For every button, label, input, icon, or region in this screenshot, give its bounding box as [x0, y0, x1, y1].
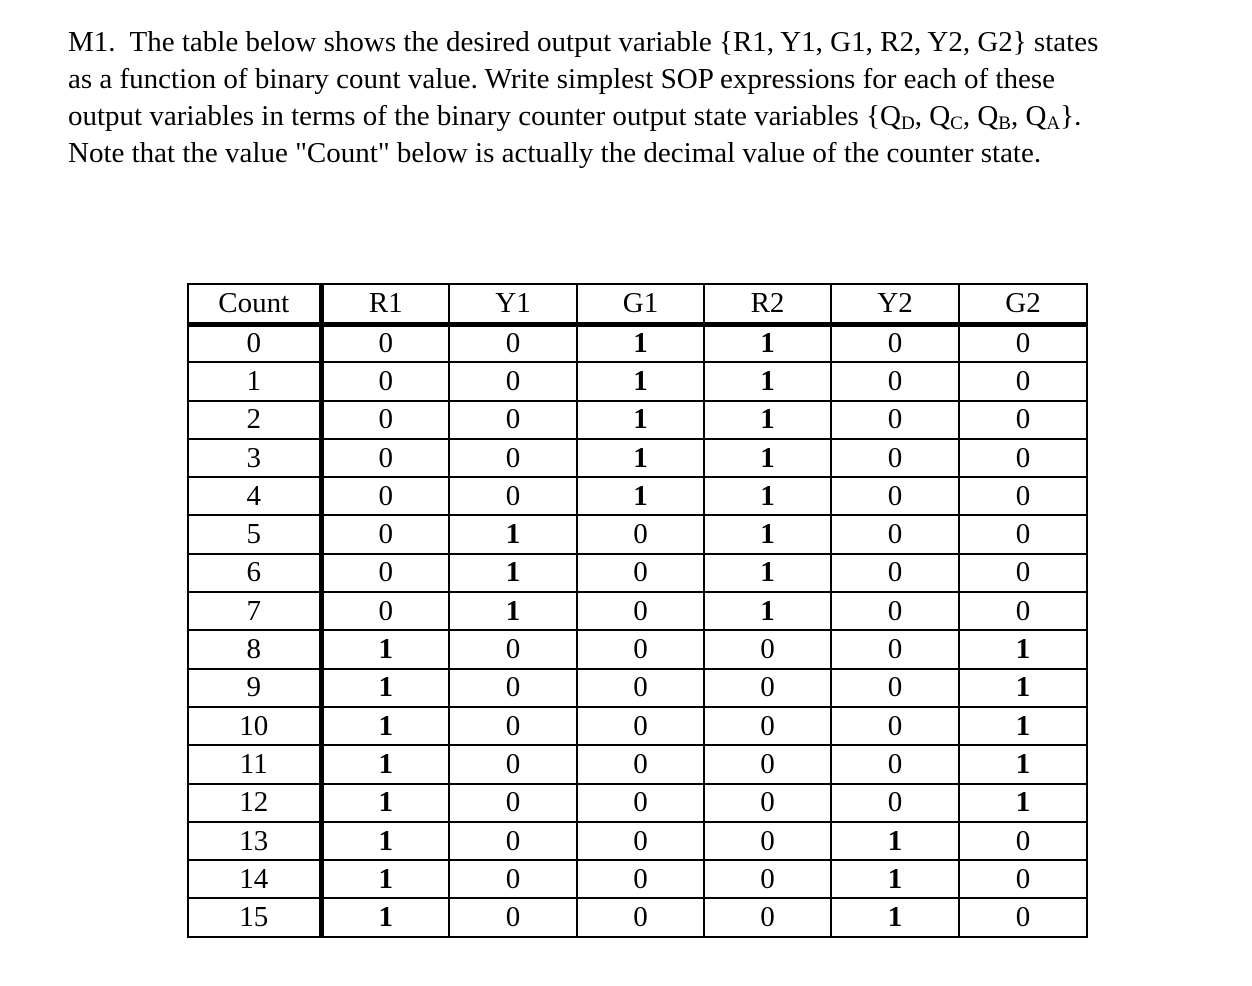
count-cell: 0 [188, 324, 321, 362]
table-row [188, 515, 1087, 553]
count-cell: 12 [188, 784, 321, 822]
output-cell-g1: 0 [577, 707, 704, 745]
count-cell: 15 [188, 898, 321, 936]
output-cell-r1: 0 [321, 362, 449, 400]
count-cell: 9 [188, 669, 321, 707]
output-cell-g1: 1 [577, 401, 704, 439]
table-row [188, 707, 1087, 745]
column-header-y2: Y2 [831, 284, 959, 324]
output-cell-r2: 0 [704, 898, 831, 936]
problem-line-3: output variables in terms of the binary counter output state variables {$Q_D$, $Q_C$, $Q_B$, $Q_A$}. [68, 100, 1082, 134]
output-cell-r2: 1 [704, 515, 831, 553]
output-cell-y1: 0 [449, 822, 577, 860]
count-cell: 10 [188, 707, 321, 745]
table-body [188, 324, 1087, 937]
output-cell-y2: 0 [831, 707, 959, 745]
output-cell-y2: 0 [831, 784, 959, 822]
problem-line-2: as a function of binary count value. Write simplest SOP expressions for each of these [68, 63, 1056, 95]
output-cell-y1: 0 [449, 362, 577, 400]
output-cell-r2: 1 [704, 362, 831, 400]
output-cell-g1: 0 [577, 860, 704, 898]
count-cell: 8 [188, 630, 321, 668]
output-cell-g2: 0 [959, 554, 1087, 592]
table-row [188, 822, 1087, 860]
problem-line-1 [68, 24, 1238, 61]
output-cell-r1: 1 [321, 745, 449, 783]
table-row [188, 898, 1087, 936]
output-cell-r1: 1 [321, 784, 449, 822]
output-cell-g1: 1 [577, 477, 704, 515]
table-header-row [188, 284, 1087, 324]
subscript-c: C [950, 113, 963, 134]
count-cell: 6 [188, 554, 321, 592]
count-cell: 14 [188, 860, 321, 898]
count-cell: 7 [188, 592, 321, 630]
output-cell-g2: 0 [959, 401, 1087, 439]
output-cell-r2: 0 [704, 707, 831, 745]
output-cell-r2: 1 [704, 439, 831, 477]
output-cell-y2: 0 [831, 592, 959, 630]
output-cell-g1: 1 [577, 324, 704, 362]
count-cell: 11 [188, 745, 321, 783]
table-row [188, 324, 1087, 362]
output-cell-r2: 1 [704, 324, 831, 362]
output-cell-y1: 0 [449, 898, 577, 936]
output-cell-g1: 1 [577, 362, 704, 400]
output-cell-r1: 1 [321, 669, 449, 707]
output-cell-y2: 0 [831, 401, 959, 439]
output-cell-r1: 0 [321, 554, 449, 592]
output-cell-g2: 0 [959, 439, 1087, 477]
output-cell-r2: 1 [704, 592, 831, 630]
output-cell-y1: 1 [449, 554, 577, 592]
table-row [188, 669, 1087, 707]
output-cell-r1: 0 [321, 515, 449, 553]
output-cell-g1: 1 [577, 439, 704, 477]
output-cell-g2: 0 [959, 362, 1087, 400]
table-row [188, 630, 1087, 668]
output-cell-r1: 0 [321, 401, 449, 439]
output-cell-y2: 1 [831, 898, 959, 936]
output-cell-y2: 1 [831, 860, 959, 898]
output-cell-g1: 0 [577, 630, 704, 668]
output-cell-y2: 0 [831, 554, 959, 592]
output-cell-r1: 0 [321, 592, 449, 630]
output-cell-g2: 0 [959, 592, 1087, 630]
output-cell-r2: 1 [704, 477, 831, 515]
output-cell-g1: 0 [577, 554, 704, 592]
output-cell-r2: 0 [704, 822, 831, 860]
output-cell-y1: 0 [449, 439, 577, 477]
output-cell-r1: 1 [321, 822, 449, 860]
table-row [188, 860, 1087, 898]
problem-line-1-text: The table below shows the desired output variable {R1, Y1, G1, R2, Y2, G2} states [129, 26, 1099, 58]
output-cell-r2: 0 [704, 860, 831, 898]
count-cell: 1 [188, 362, 321, 400]
output-cell-g1: 0 [577, 592, 704, 630]
output-cell-r2: 0 [704, 669, 831, 707]
count-cell: 3 [188, 439, 321, 477]
output-cell-y1: 0 [449, 745, 577, 783]
output-cell-r1: 1 [321, 707, 449, 745]
table-row [188, 362, 1087, 400]
output-cell-y2: 1 [831, 822, 959, 860]
output-cell-r1: 0 [321, 477, 449, 515]
output-cell-g2: 0 [959, 898, 1087, 936]
output-cell-y1: 0 [449, 707, 577, 745]
output-cell-g1: 0 [577, 898, 704, 936]
output-cell-y1: 1 [449, 515, 577, 553]
column-header-g1: G1 [577, 284, 704, 324]
column-header-r1: R1 [321, 284, 449, 324]
table-row [188, 439, 1087, 477]
output-cell-g2: 0 [959, 515, 1087, 553]
output-cell-y1: 0 [449, 630, 577, 668]
problem-statement [68, 24, 1238, 172]
problem-line-3-text: output variables in terms of the binary counter output state variables {Q [68, 100, 901, 132]
subscript-a: A [1046, 113, 1061, 134]
output-cell-g2: 0 [959, 324, 1087, 362]
output-cell-g1: 0 [577, 745, 704, 783]
output-cell-g2: 0 [959, 860, 1087, 898]
output-cell-g2: 1 [959, 669, 1087, 707]
output-cell-g2: 0 [959, 822, 1087, 860]
column-header-count: Count [188, 284, 321, 324]
output-cell-y1: 0 [449, 669, 577, 707]
output-cell-g1: 0 [577, 784, 704, 822]
output-cell-y1: 1 [449, 592, 577, 630]
output-cell-y1: 0 [449, 401, 577, 439]
output-cell-g1: 0 [577, 515, 704, 553]
output-cell-y2: 0 [831, 439, 959, 477]
output-cell-y2: 0 [831, 669, 959, 707]
output-cell-g1: 0 [577, 669, 704, 707]
subscript-b: B [998, 113, 1011, 134]
table-row [188, 784, 1087, 822]
table-row [188, 745, 1087, 783]
output-cell-g1: 0 [577, 822, 704, 860]
output-cell-r2: 0 [704, 784, 831, 822]
truth-table [187, 283, 1088, 938]
output-cell-r1: 1 [321, 898, 449, 936]
output-cell-r1: 1 [321, 860, 449, 898]
output-cell-r2: 0 [704, 630, 831, 668]
problem-line-3-end: }. [1060, 100, 1082, 132]
output-cell-y2: 0 [831, 630, 959, 668]
count-cell: 13 [188, 822, 321, 860]
output-cell-r2: 1 [704, 401, 831, 439]
column-header-r2: R2 [704, 284, 831, 324]
output-cell-r2: 0 [704, 745, 831, 783]
subscript-d: D [900, 113, 915, 134]
output-cell-r1: 0 [321, 439, 449, 477]
column-header-g2: G2 [959, 284, 1087, 324]
output-cell-g2: 0 [959, 477, 1087, 515]
output-cell-r1: 1 [321, 630, 449, 668]
output-cell-y2: 0 [831, 324, 959, 362]
output-cell-g2: 1 [959, 630, 1087, 668]
output-cell-y1: 0 [449, 477, 577, 515]
output-cell-y1: 0 [449, 324, 577, 362]
problem-label: M1. [68, 26, 116, 58]
output-cell-r2: 1 [704, 554, 831, 592]
output-cell-g2: 1 [959, 707, 1087, 745]
problem-line-4: Note that the value "Count" below is actually the decimal value of the counter state. [68, 137, 1042, 169]
count-cell: 5 [188, 515, 321, 553]
output-cell-y2: 0 [831, 515, 959, 553]
output-cell-y2: 0 [831, 745, 959, 783]
table-row [188, 477, 1087, 515]
count-cell: 2 [188, 401, 321, 439]
count-cell: 4 [188, 477, 321, 515]
output-cell-g2: 1 [959, 784, 1087, 822]
table-row [188, 401, 1087, 439]
output-cell-y2: 0 [831, 362, 959, 400]
table-row [188, 554, 1087, 592]
output-cell-y2: 0 [831, 477, 959, 515]
table-row [188, 592, 1087, 630]
output-cell-y1: 0 [449, 784, 577, 822]
output-cell-g2: 1 [959, 745, 1087, 783]
output-cell-r1: 0 [321, 324, 449, 362]
output-cell-y1: 0 [449, 860, 577, 898]
column-header-y1: Y1 [449, 284, 577, 324]
